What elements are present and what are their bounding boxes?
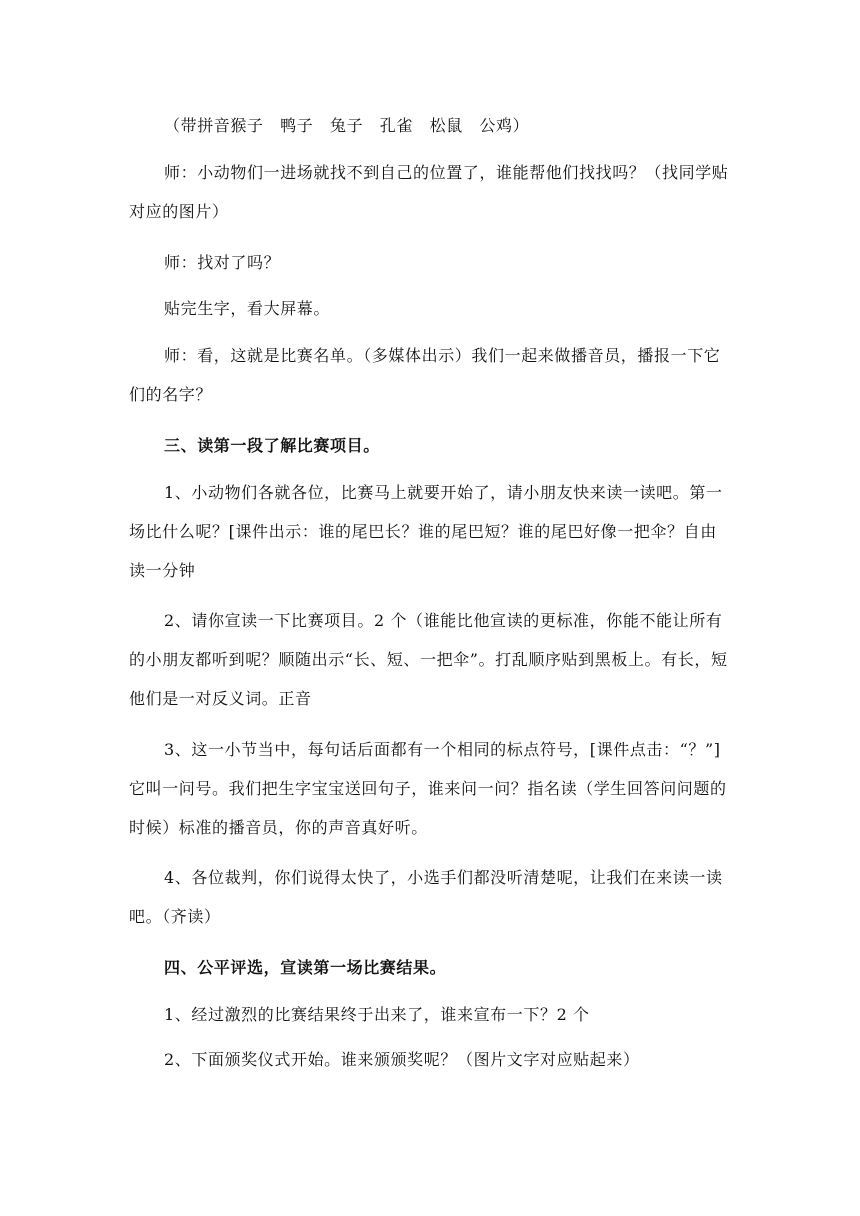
paragraph-look-screen: 贴完生字，看大屏幕。	[164, 299, 331, 318]
section-heading-four: 四、公平评选，宣读第一场比赛结果。	[164, 958, 447, 977]
paragraph-animal-list: （带拼音猴子 鸭子 兔子 孔雀 松鼠 公鸡）	[164, 116, 530, 135]
paragraph-item-4: 4、各位裁判，你们说得太快了，小选手们都没听清楚呢，让我们在来读一读吧。（齐读）	[129, 868, 723, 926]
paragraph-competition-list: 师：看，这就是比赛名单。（多媒体出示）我们一起来做播音员，播报一下它们的名字？	[129, 346, 721, 404]
section-heading-three: 三、读第一段了解比赛项目。	[164, 436, 380, 455]
paragraph-teacher-find-positions: 师：小动物们一进场就找不到自己的位置了，谁能帮他们找找吗？（找同学贴对应的图片）	[129, 163, 729, 221]
paragraph-item-3: 3、这一小节当中，每句话后面都有一个相同的标点符号，[课件点击：“？”]它叫一问号。我们把生字宝宝送回句子，谁来问一问？指名读（学生回答问问题的时候）标准的播音员，你的声音真好听。	[129, 740, 727, 837]
paragraph-result-1: 1、经过激烈的比赛结果终于出来了，谁来宣布一下？2 个	[164, 1005, 590, 1024]
paragraph-result-2: 2、下面颁奖仪式开始。谁来颁颁奖呢？（图片文字对应贴起来）	[164, 1050, 640, 1069]
paragraph-item-2: 2、请你宣读一下比赛项目。2 个（谁能比他宣读的更标准，你能不能让所有的小朋友都听到呢？顺随出示“长、短、一把伞”。打乱顺序贴到黑板上。有长，短他们是一对反义词。正音	[129, 611, 728, 708]
paragraph-teacher-check: 师：找对了吗？	[164, 253, 281, 272]
paragraph-item-1: 1、小动物们各就各位，比赛马上就要开始了，请小朋友快来读一读吧。第一场比什么呢？[课件出示：谁的尾巴长？谁的尾巴短？谁的尾巴好像一把伞？自由读一分钟	[129, 483, 723, 580]
